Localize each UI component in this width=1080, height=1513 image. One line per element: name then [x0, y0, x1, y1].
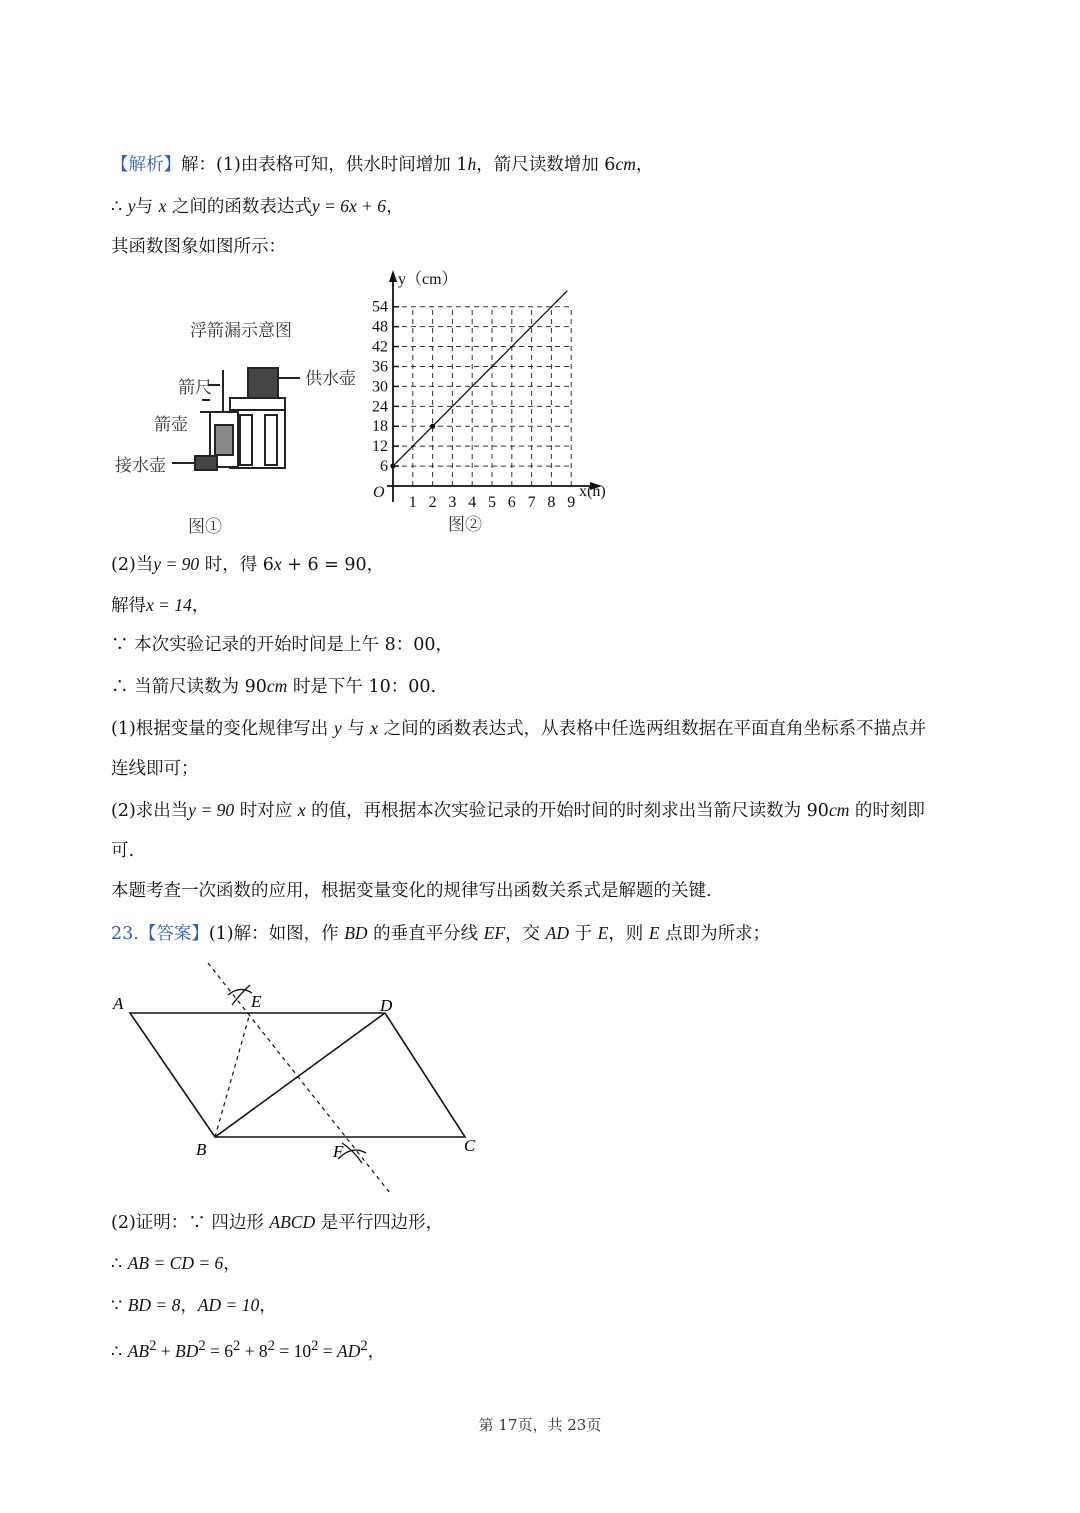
- y-tick-label: 24: [372, 398, 388, 416]
- analysis-line-2: ∴ y与 x 之间的函数表达式y = 6x + 6，: [111, 196, 404, 217]
- chart-caption: 图②: [448, 515, 482, 534]
- vertex-e: E: [251, 992, 262, 1011]
- figure-1-clepsydra: [110, 300, 370, 545]
- y-tick-label: 36: [372, 358, 388, 376]
- fig1-title: 浮箭漏示意图: [190, 321, 292, 340]
- analysis-line-4: (2)当y = 90 时，得 6x + 6 = 90，: [111, 554, 385, 575]
- vertex-b: B: [196, 1140, 207, 1159]
- y-tick-label: 30: [372, 378, 388, 396]
- analysis-line-6: ∵ 本次实验记录的开始时间是上午 8：00，: [111, 635, 454, 655]
- x-tick-label: 1: [408, 494, 417, 511]
- x-tick-label: 5: [488, 494, 496, 511]
- analysis-line-11: 可.: [111, 841, 135, 861]
- answer-tag: 【答案】: [138, 924, 209, 944]
- analysis-line-5: 解得x = 14，: [111, 595, 210, 616]
- x-tick-label: 2: [428, 494, 437, 511]
- x-tick-label: 3: [448, 494, 457, 511]
- analysis-line-7: ∴ 当箭尺读数为 90cm 时是下午 10：00.: [111, 676, 437, 697]
- analysis-line-9: 连线即可；: [111, 759, 199, 779]
- fig1-caption: 图①: [188, 517, 222, 536]
- chart-origin-label: O: [373, 484, 385, 501]
- data-point: [390, 463, 395, 468]
- x-tick-label: 4: [468, 494, 477, 511]
- vertex-f: F: [333, 1142, 344, 1161]
- vertex-d: D: [380, 996, 393, 1015]
- y-tick-label: 54: [372, 298, 388, 316]
- vertex-c: C: [464, 1136, 476, 1155]
- chart-x-axis-label: x(h): [579, 483, 606, 500]
- fig1-label-rod: 箭尺: [178, 378, 212, 397]
- x-tick-label: 6: [507, 494, 516, 511]
- fig1-label-receive: 接水壶: [115, 456, 166, 475]
- page-footer: 第 17页，共 23页: [478, 1416, 602, 1434]
- vertex-a: A: [113, 994, 124, 1013]
- analysis-line-3: 其函数图象如图所示：: [111, 237, 286, 257]
- analysis-line-8: (1)根据变量的变化规律写出 y 与 x 之间的函数表达式，从表格中任选两组数据在平面直角坐标系不描点并: [111, 718, 927, 739]
- y-axis-arrow: [389, 270, 397, 282]
- chart-x-ticks: [409, 494, 575, 511]
- figure-3-parallelogram: [100, 955, 500, 1200]
- chart-y-ticks: [372, 299, 399, 475]
- fig1-label-supply: 供水壶: [305, 369, 356, 388]
- fig1-label-arrow-pot: 箭壶: [154, 415, 188, 434]
- question-number: 23.: [111, 924, 139, 944]
- x-tick-label: 8: [547, 494, 556, 511]
- figure-2-chart: [360, 262, 630, 552]
- proof-line-2: ∴ AB = CD = 6，: [111, 1253, 241, 1274]
- analysis-line-1: 【解析】解：(1)由表格可知，供水时间增加 1h，箭尺读数增加 6cm，: [111, 154, 654, 175]
- chart-y-axis-label: y（cm）: [398, 271, 458, 288]
- analysis-line-12: 本题考查一次函数的应用，根据变量变化的规律写出函数关系式是解题的关键.: [111, 881, 712, 901]
- y-tick-label: 12: [372, 438, 388, 456]
- y-tick-label: 42: [372, 338, 388, 356]
- analysis-tag: 【解析】: [111, 155, 181, 175]
- answer-23-line-1: 23.【答案】(1)解：如图，作 BD 的垂直平分线 EF，交 AD 于 E，则 E 点即为所求；: [111, 923, 771, 944]
- proof-line-1: (2)证明：∵ 四边形 ABCD 是平行四边形，: [111, 1212, 444, 1233]
- perpendicular-bisector-ef: [208, 963, 390, 1193]
- chart-series: [390, 291, 567, 469]
- analysis-line-10: (2)求出当y = 90 时对应 x 的值，再根据本次实验记录的开始时间的时刻求出当箭尺读数为 90cm 的时刻即: [111, 800, 925, 821]
- y-tick-label: 6: [380, 458, 388, 476]
- chart-grid: [393, 307, 571, 486]
- proof-line-4: ∴ $AB^2 + BD^2 = 6^2 + 8^2 = 10^2 = AD^2$，: [111, 1338, 386, 1362]
- y-tick-label: 18: [372, 418, 388, 436]
- series-line-y-6x-plus-6: [393, 291, 567, 466]
- data-point: [430, 424, 435, 429]
- x-tick-label: 7: [527, 494, 536, 511]
- y-tick-label: 48: [372, 318, 388, 336]
- proof-line-3: ∵ BD = 8，AD = 10，: [111, 1295, 277, 1316]
- parallelogram-abcd: [130, 1013, 465, 1137]
- x-tick-label: 9: [567, 494, 576, 511]
